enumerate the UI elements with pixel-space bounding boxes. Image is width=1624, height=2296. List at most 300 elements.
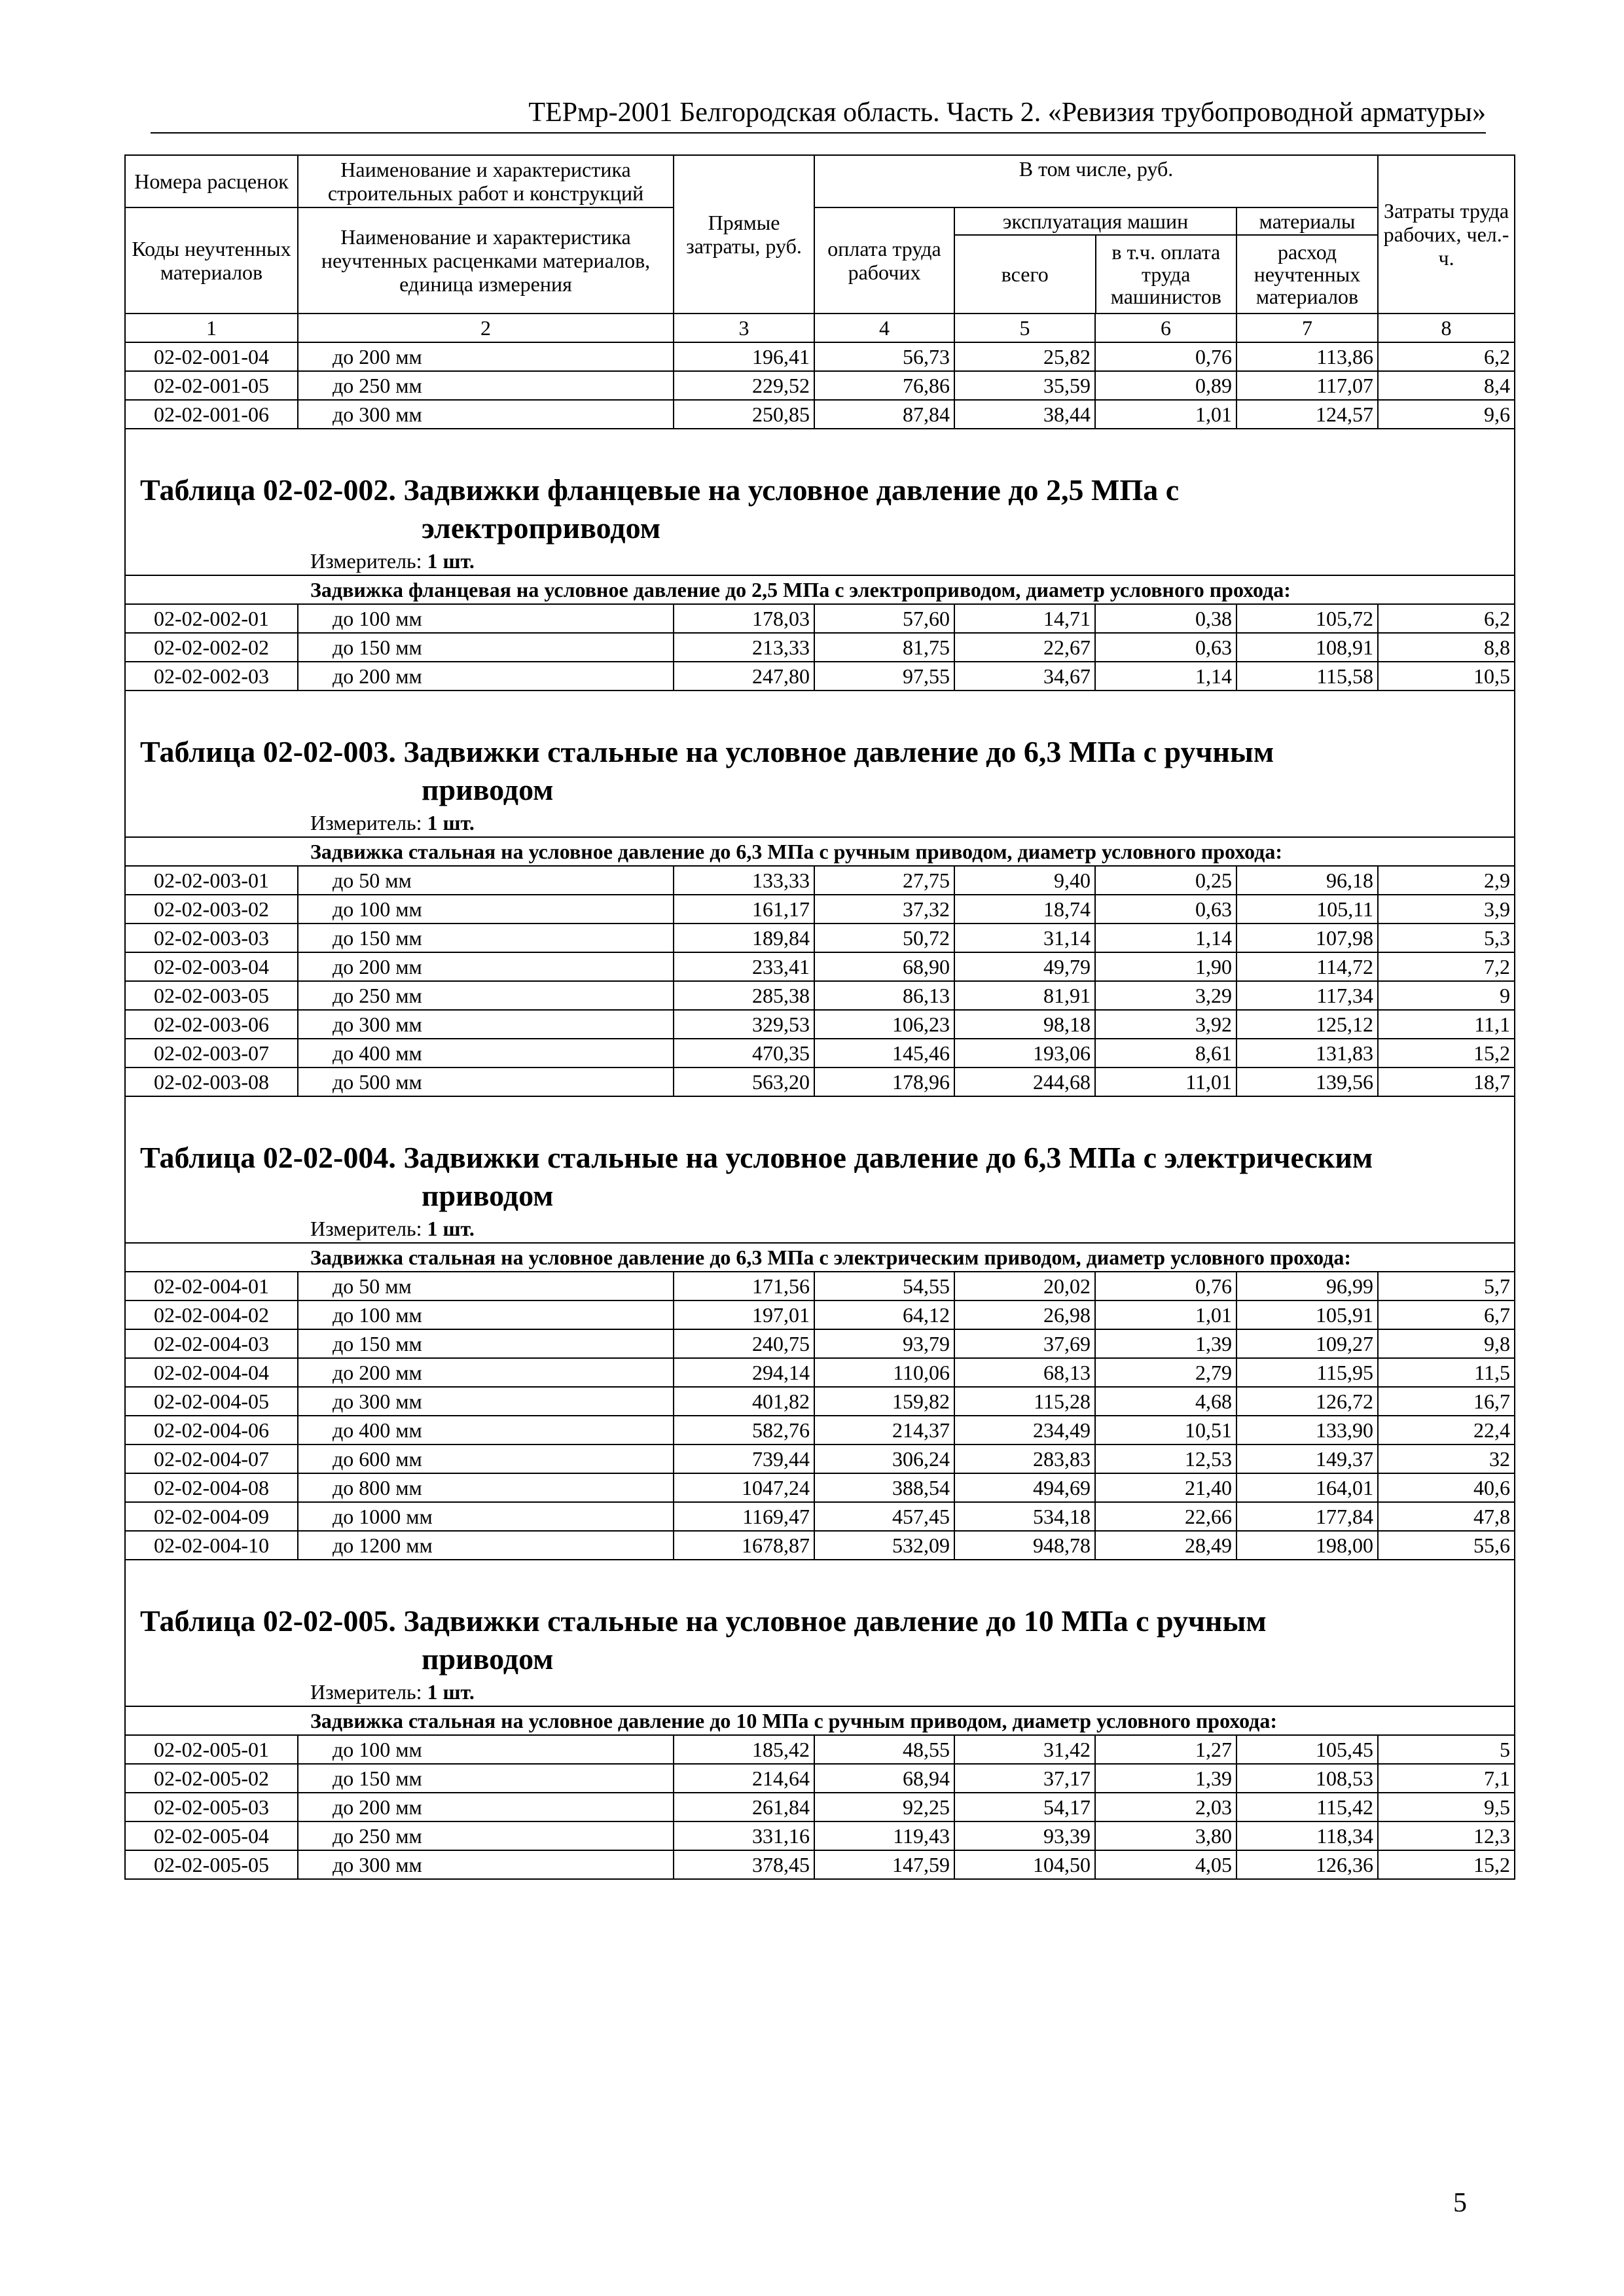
item-name-cell: до 300 мм <box>298 1387 674 1416</box>
operator-pay-cell: 22,66 <box>1095 1502 1236 1531</box>
header-nomera: Номера расценок <box>125 155 298 207</box>
subheader-row <box>125 575 1515 604</box>
table-row <box>125 1358 1515 1387</box>
operator-pay-cell: 3,92 <box>1095 1010 1236 1039</box>
machine-total-cell: 534,18 <box>954 1502 1095 1531</box>
header-ekspl-block <box>954 207 1236 314</box>
operator-pay-cell: 4,05 <box>1095 1850 1236 1879</box>
table-row <box>125 342 1515 371</box>
column-number: 2 <box>298 314 674 342</box>
item-name-cell: до 200 мм <box>298 662 674 691</box>
materials-cell: 115,42 <box>1236 1793 1378 1821</box>
unit-value: 1 шт. <box>427 1217 475 1240</box>
section-title <box>125 691 1515 809</box>
machine-total-cell: 18,74 <box>954 895 1095 924</box>
rate-code-cell: 02-02-004-10 <box>125 1531 298 1560</box>
table-row <box>125 1010 1515 1039</box>
machine-total-cell: 494,69 <box>954 1473 1095 1502</box>
rate-code-cell: 02-02-001-06 <box>125 400 298 429</box>
table-body <box>125 155 1515 1879</box>
materials-cell: 105,11 <box>1236 895 1378 924</box>
labor-hours-cell: 9 <box>1378 981 1515 1010</box>
table-row <box>125 924 1515 952</box>
operator-pay-cell: 1,90 <box>1095 952 1236 981</box>
materials-cell: 139,56 <box>1236 1067 1378 1096</box>
machine-total-cell: 31,42 <box>954 1735 1095 1764</box>
materials-cell: 115,58 <box>1236 662 1378 691</box>
item-name-cell: до 200 мм <box>298 1358 674 1387</box>
materials-cell: 124,57 <box>1236 400 1378 429</box>
subheader-text: Задвижка стальная на условное давление до 10 МПа с ручным приводом, диаметр условного прохода: <box>125 1706 1515 1735</box>
section-title-row <box>125 1560 1515 1678</box>
table-row <box>125 1850 1515 1879</box>
labor-hours-cell: 55,6 <box>1378 1531 1515 1560</box>
labor-hours-cell: 15,2 <box>1378 1850 1515 1879</box>
materials-cell: 108,91 <box>1236 633 1378 662</box>
materials-cell: 118,34 <box>1236 1821 1378 1850</box>
direct-cost-cell: 329,53 <box>674 1010 814 1039</box>
direct-cost-cell: 261,84 <box>674 1793 814 1821</box>
rate-code-cell: 02-02-004-07 <box>125 1444 298 1473</box>
subheader-row <box>125 1706 1515 1735</box>
machine-total-cell: 37,17 <box>954 1764 1095 1793</box>
header-ekspl: эксплуатация машин <box>955 208 1236 236</box>
item-name-cell: до 400 мм <box>298 1416 674 1444</box>
machine-total-cell: 68,13 <box>954 1358 1095 1387</box>
labor-hours-cell: 32 <box>1378 1444 1515 1473</box>
labor-hours-cell: 15,2 <box>1378 1039 1515 1067</box>
labor-pay-cell: 81,75 <box>814 633 954 662</box>
direct-cost-cell: 739,44 <box>674 1444 814 1473</box>
table-row <box>125 1764 1515 1793</box>
rate-code-cell: 02-02-003-05 <box>125 981 298 1010</box>
item-name-cell: до 1200 мм <box>298 1531 674 1560</box>
direct-cost-cell: 161,17 <box>674 895 814 924</box>
column-number: 8 <box>1378 314 1515 342</box>
machine-total-cell: 54,17 <box>954 1793 1095 1821</box>
item-name-cell: до 250 мм <box>298 981 674 1010</box>
machine-total-cell: 34,67 <box>954 662 1095 691</box>
item-name-cell: до 150 мм <box>298 924 674 952</box>
labor-pay-cell: 57,60 <box>814 604 954 633</box>
item-name-cell: до 100 мм <box>298 1735 674 1764</box>
direct-cost-cell: 1169,47 <box>674 1502 814 1531</box>
materials-cell: 177,84 <box>1236 1502 1378 1531</box>
direct-cost-cell: 294,14 <box>674 1358 814 1387</box>
direct-cost-cell: 178,03 <box>674 604 814 633</box>
section-title-line2: приводом <box>422 1179 554 1212</box>
labor-hours-cell: 6,7 <box>1378 1300 1515 1329</box>
table-row <box>125 400 1515 429</box>
materials-cell: 117,34 <box>1236 981 1378 1010</box>
materials-cell: 108,53 <box>1236 1764 1378 1793</box>
header-naim: Наименование и характеристика строительных работ и конструкций <box>298 155 674 207</box>
unit-cell <box>125 809 1515 837</box>
column-number: 5 <box>954 314 1095 342</box>
operator-pay-cell: 0,89 <box>1095 371 1236 400</box>
item-name-cell: до 150 мм <box>298 1764 674 1793</box>
operator-pay-cell: 4,68 <box>1095 1387 1236 1416</box>
unit-label: Измеритель: <box>310 811 422 834</box>
labor-pay-cell: 54,55 <box>814 1272 954 1300</box>
rate-code-cell: 02-02-004-01 <box>125 1272 298 1300</box>
unit-row <box>125 809 1515 837</box>
section-title-row <box>125 691 1515 809</box>
materials-cell: 96,99 <box>1236 1272 1378 1300</box>
labor-hours-cell: 8,8 <box>1378 633 1515 662</box>
materials-cell: 149,37 <box>1236 1444 1378 1473</box>
direct-cost-cell: 331,16 <box>674 1821 814 1850</box>
materials-cell: 115,95 <box>1236 1358 1378 1387</box>
rate-code-cell: 02-02-003-07 <box>125 1039 298 1067</box>
item-name-cell: до 1000 мм <box>298 1502 674 1531</box>
materials-cell: 117,07 <box>1236 371 1378 400</box>
column-number: 1 <box>125 314 298 342</box>
labor-pay-cell: 64,12 <box>814 1300 954 1329</box>
labor-pay-cell: 56,73 <box>814 342 954 371</box>
header-materialy-block <box>1236 207 1378 314</box>
machine-total-cell: 81,91 <box>954 981 1095 1010</box>
rate-code-cell: 02-02-004-09 <box>125 1502 298 1531</box>
section-title-line1: Таблица 02-02-003. Задвижки стальные на условное давление до 6,3 МПа с ручным <box>140 735 1274 768</box>
labor-pay-cell: 159,82 <box>814 1387 954 1416</box>
table-row <box>125 1300 1515 1329</box>
rate-code-cell: 02-02-004-02 <box>125 1300 298 1329</box>
labor-pay-cell: 27,75 <box>814 866 954 895</box>
labor-hours-cell: 9,5 <box>1378 1793 1515 1821</box>
labor-hours-cell: 7,2 <box>1378 952 1515 981</box>
section-title-line2: электроприводом <box>422 511 661 545</box>
unit-cell <box>125 547 1515 575</box>
table-row <box>125 1272 1515 1300</box>
machine-total-cell: 283,83 <box>954 1444 1095 1473</box>
materials-cell: 114,72 <box>1236 952 1378 981</box>
labor-hours-cell: 3,9 <box>1378 895 1515 924</box>
rate-code-cell: 02-02-004-05 <box>125 1387 298 1416</box>
section-title-line2: приводом <box>422 1642 554 1676</box>
header-oplata-truda: оплата труда рабочих <box>814 207 954 314</box>
unit-value: 1 шт. <box>427 549 475 573</box>
machine-total-cell: 14,71 <box>954 604 1095 633</box>
unit-cell <box>125 1678 1515 1706</box>
labor-hours-cell: 47,8 <box>1378 1502 1515 1531</box>
labor-pay-cell: 50,72 <box>814 924 954 952</box>
rate-code-cell: 02-02-003-08 <box>125 1067 298 1096</box>
direct-cost-cell: 582,76 <box>674 1416 814 1444</box>
column-number: 3 <box>674 314 814 342</box>
operator-pay-cell: 1,39 <box>1095 1329 1236 1358</box>
table-row <box>125 1502 1515 1531</box>
labor-hours-cell: 11,1 <box>1378 1010 1515 1039</box>
direct-cost-cell: 229,52 <box>674 371 814 400</box>
rate-code-cell: 02-02-005-05 <box>125 1850 298 1879</box>
operator-pay-cell: 12,53 <box>1095 1444 1236 1473</box>
operator-pay-cell: 0,25 <box>1095 866 1236 895</box>
header-row-1 <box>125 155 1515 207</box>
item-name-cell: до 400 мм <box>298 1039 674 1067</box>
unit-cell <box>125 1215 1515 1243</box>
labor-hours-cell: 6,2 <box>1378 604 1515 633</box>
direct-cost-cell: 185,42 <box>674 1735 814 1764</box>
item-name-cell: до 100 мм <box>298 604 674 633</box>
item-name-cell: до 300 мм <box>298 1010 674 1039</box>
header-raskhod: расход неучтенных материалов <box>1254 240 1361 308</box>
column-number: 7 <box>1236 314 1378 342</box>
operator-pay-cell: 1,14 <box>1095 924 1236 952</box>
operator-pay-cell: 11,01 <box>1095 1067 1236 1096</box>
operator-pay-cell: 0,63 <box>1095 633 1236 662</box>
rate-code-cell: 02-02-005-01 <box>125 1735 298 1764</box>
materials-cell: 105,45 <box>1236 1735 1378 1764</box>
machine-total-cell: 31,14 <box>954 924 1095 952</box>
table-row <box>125 1067 1515 1096</box>
operator-pay-cell: 1,39 <box>1095 1764 1236 1793</box>
section-title-line2: приводом <box>422 773 554 806</box>
item-name-cell: до 800 мм <box>298 1473 674 1502</box>
direct-cost-cell: 189,84 <box>674 924 814 952</box>
direct-cost-cell: 197,01 <box>674 1300 814 1329</box>
materials-cell: 198,00 <box>1236 1531 1378 1560</box>
item-name-cell: до 150 мм <box>298 1329 674 1358</box>
table-row <box>125 1793 1515 1821</box>
labor-pay-cell: 92,25 <box>814 1793 954 1821</box>
materials-cell: 131,83 <box>1236 1039 1378 1067</box>
operator-pay-cell: 0,38 <box>1095 604 1236 633</box>
operator-pay-cell: 1,01 <box>1095 400 1236 429</box>
unit-label: Измеритель: <box>310 549 422 573</box>
table-row <box>125 604 1515 633</box>
machine-total-cell: 115,28 <box>954 1387 1095 1416</box>
operator-pay-cell: 2,79 <box>1095 1358 1236 1387</box>
header-kody: Коды неучтенных материалов <box>125 207 298 314</box>
machine-total-cell: 948,78 <box>954 1531 1095 1560</box>
price-table <box>124 154 1515 1880</box>
labor-hours-cell: 22,4 <box>1378 1416 1515 1444</box>
subheader-row <box>125 837 1515 866</box>
direct-cost-cell: 401,82 <box>674 1387 814 1416</box>
direct-cost-cell: 233,41 <box>674 952 814 981</box>
operator-pay-cell: 8,61 <box>1095 1039 1236 1067</box>
section-title-line1: Таблица 02-02-004. Задвижки стальные на условное давление до 6,3 МПа с электрическим <box>140 1141 1373 1174</box>
unit-label: Измеритель: <box>310 1680 422 1704</box>
direct-cost-cell: 470,35 <box>674 1039 814 1067</box>
rate-code-cell: 02-02-005-03 <box>125 1793 298 1821</box>
machine-total-cell: 20,02 <box>954 1272 1095 1300</box>
materials-cell: 113,86 <box>1236 342 1378 371</box>
column-number: 4 <box>814 314 954 342</box>
materials-cell: 109,27 <box>1236 1329 1378 1358</box>
operator-pay-cell: 10,51 <box>1095 1416 1236 1444</box>
rate-code-cell: 02-02-003-06 <box>125 1010 298 1039</box>
item-name-cell: до 50 мм <box>298 866 674 895</box>
operator-pay-cell: 0,76 <box>1095 1272 1236 1300</box>
item-name-cell: до 200 мм <box>298 342 674 371</box>
rate-code-cell: 02-02-005-02 <box>125 1764 298 1793</box>
section-title <box>125 1096 1515 1215</box>
operator-pay-cell: 3,80 <box>1095 1821 1236 1850</box>
item-name-cell: до 600 мм <box>298 1444 674 1473</box>
item-name-cell: до 250 мм <box>298 371 674 400</box>
materials-cell: 126,72 <box>1236 1387 1378 1416</box>
materials-cell: 107,98 <box>1236 924 1378 952</box>
machine-total-cell: 193,06 <box>954 1039 1095 1067</box>
table-row <box>125 1444 1515 1473</box>
machine-total-cell: 93,39 <box>954 1821 1095 1850</box>
rate-code-cell: 02-02-002-01 <box>125 604 298 633</box>
labor-pay-cell: 87,84 <box>814 400 954 429</box>
rate-code-cell: 02-02-005-04 <box>125 1821 298 1850</box>
rate-code-cell: 02-02-003-01 <box>125 866 298 895</box>
rate-code-cell: 02-02-002-02 <box>125 633 298 662</box>
operator-pay-cell: 21,40 <box>1095 1473 1236 1502</box>
direct-cost-cell: 378,45 <box>674 1850 814 1879</box>
labor-hours-cell: 40,6 <box>1378 1473 1515 1502</box>
header-v-tom-chisle: В том числе, руб. <box>814 155 1378 207</box>
machine-total-cell: 49,79 <box>954 952 1095 981</box>
unit-row <box>125 1678 1515 1706</box>
materials-cell: 96,18 <box>1236 866 1378 895</box>
operator-pay-cell: 1,01 <box>1095 1300 1236 1329</box>
labor-hours-cell: 12,3 <box>1378 1821 1515 1850</box>
operator-pay-cell: 0,63 <box>1095 895 1236 924</box>
labor-pay-cell: 37,32 <box>814 895 954 924</box>
machine-total-cell: 9,40 <box>954 866 1095 895</box>
table-row <box>125 1387 1515 1416</box>
table-row <box>125 895 1515 924</box>
column-number-row <box>125 314 1515 342</box>
rate-code-cell: 02-02-003-03 <box>125 924 298 952</box>
labor-pay-cell: 388,54 <box>814 1473 954 1502</box>
header-materialy: материалы <box>1237 208 1377 236</box>
rate-code-cell: 02-02-002-03 <box>125 662 298 691</box>
header-vtch: в т.ч. оплата труда машинистов <box>1110 240 1221 308</box>
materials-cell: 133,90 <box>1236 1416 1378 1444</box>
machine-total-cell: 22,67 <box>954 633 1095 662</box>
labor-pay-cell: 532,09 <box>814 1531 954 1560</box>
section-title-line1: Таблица 02-02-002. Задвижки фланцевые на условное давление до 2,5 МПа с <box>140 473 1180 507</box>
table-row <box>125 981 1515 1010</box>
item-name-cell: до 100 мм <box>298 1300 674 1329</box>
table-row <box>125 371 1515 400</box>
machine-total-cell: 98,18 <box>954 1010 1095 1039</box>
machine-total-cell: 234,49 <box>954 1416 1095 1444</box>
running-head: ТЕРмр-2001 Белгородская область. Часть 2. «Ревизия трубопроводной арматуры» <box>151 98 1486 134</box>
labor-pay-cell: 119,43 <box>814 1821 954 1850</box>
labor-hours-cell: 2,9 <box>1378 866 1515 895</box>
labor-pay-cell: 68,94 <box>814 1764 954 1793</box>
section-title-line1: Таблица 02-02-005. Задвижки стальные на условное давление до 10 МПа с ручным <box>140 1604 1267 1638</box>
direct-cost-cell: 563,20 <box>674 1067 814 1096</box>
materials-cell: 126,36 <box>1236 1850 1378 1879</box>
operator-pay-cell: 2,03 <box>1095 1793 1236 1821</box>
labor-hours-cell: 8,4 <box>1378 371 1515 400</box>
subheader-text: Задвижка фланцевая на условное давление до 2,5 МПа с электроприводом, диаметр условного прохода: <box>125 575 1515 604</box>
operator-pay-cell: 1,14 <box>1095 662 1236 691</box>
labor-hours-cell: 16,7 <box>1378 1387 1515 1416</box>
labor-pay-cell: 147,59 <box>814 1850 954 1879</box>
labor-hours-cell: 5,3 <box>1378 924 1515 952</box>
table-row <box>125 633 1515 662</box>
machine-total-cell: 244,68 <box>954 1067 1095 1096</box>
machine-total-cell: 104,50 <box>954 1850 1095 1879</box>
labor-hours-cell: 5,7 <box>1378 1272 1515 1300</box>
subheader-row <box>125 1243 1515 1272</box>
direct-cost-cell: 285,38 <box>674 981 814 1010</box>
operator-pay-cell: 3,29 <box>1095 981 1236 1010</box>
operator-pay-cell: 28,49 <box>1095 1531 1236 1560</box>
rate-code-cell: 02-02-003-02 <box>125 895 298 924</box>
table-row <box>125 1473 1515 1502</box>
table-row <box>125 1821 1515 1850</box>
rate-code-cell: 02-02-004-08 <box>125 1473 298 1502</box>
labor-hours-cell: 9,8 <box>1378 1329 1515 1358</box>
header-zatraty-truda: Затраты труда рабочих, чел.-ч. <box>1378 155 1515 314</box>
materials-cell: 125,12 <box>1236 1010 1378 1039</box>
item-name-cell: до 150 мм <box>298 633 674 662</box>
unit-row <box>125 547 1515 575</box>
rate-code-cell: 02-02-004-03 <box>125 1329 298 1358</box>
direct-cost-cell: 247,80 <box>674 662 814 691</box>
machine-total-cell: 38,44 <box>954 400 1095 429</box>
labor-pay-cell: 97,55 <box>814 662 954 691</box>
direct-cost-cell: 240,75 <box>674 1329 814 1358</box>
table-row <box>125 1329 1515 1358</box>
item-name-cell: до 100 мм <box>298 895 674 924</box>
machine-total-cell: 37,69 <box>954 1329 1095 1358</box>
labor-hours-cell: 18,7 <box>1378 1067 1515 1096</box>
labor-pay-cell: 178,96 <box>814 1067 954 1096</box>
labor-pay-cell: 48,55 <box>814 1735 954 1764</box>
page-number: 5 <box>1453 2188 1467 2218</box>
column-number: 6 <box>1095 314 1236 342</box>
section-title-row <box>125 429 1515 547</box>
header-vsego: всего <box>955 236 1096 313</box>
materials-cell: 164,01 <box>1236 1473 1378 1502</box>
item-name-cell: до 250 мм <box>298 1821 674 1850</box>
rate-code-cell: 02-02-003-04 <box>125 952 298 981</box>
labor-pay-cell: 110,06 <box>814 1358 954 1387</box>
unit-label: Измеритель: <box>310 1217 422 1240</box>
item-name-cell: до 50 мм <box>298 1272 674 1300</box>
direct-cost-cell: 1678,87 <box>674 1531 814 1560</box>
operator-pay-cell: 1,27 <box>1095 1735 1236 1764</box>
header-pryamye: Прямые затраты, руб. <box>674 155 814 314</box>
direct-cost-cell: 1047,24 <box>674 1473 814 1502</box>
item-name-cell: до 200 мм <box>298 1793 674 1821</box>
direct-cost-cell: 250,85 <box>674 400 814 429</box>
labor-hours-cell: 9,6 <box>1378 400 1515 429</box>
section-title <box>125 429 1515 547</box>
labor-hours-cell: 11,5 <box>1378 1358 1515 1387</box>
table-row <box>125 1531 1515 1560</box>
rate-code-cell: 02-02-004-06 <box>125 1416 298 1444</box>
item-name-cell: до 300 мм <box>298 1850 674 1879</box>
rate-code-cell: 02-02-001-05 <box>125 371 298 400</box>
table-row <box>125 1735 1515 1764</box>
rate-code-cell: 02-02-004-04 <box>125 1358 298 1387</box>
table-row <box>125 952 1515 981</box>
labor-pay-cell: 457,45 <box>814 1502 954 1531</box>
table-row <box>125 662 1515 691</box>
labor-pay-cell: 76,86 <box>814 371 954 400</box>
unit-row <box>125 1215 1515 1243</box>
operator-pay-cell: 0,76 <box>1095 342 1236 371</box>
materials-cell: 105,91 <box>1236 1300 1378 1329</box>
unit-value: 1 шт. <box>427 811 475 834</box>
labor-pay-cell: 214,37 <box>814 1416 954 1444</box>
labor-pay-cell: 145,46 <box>814 1039 954 1067</box>
labor-hours-cell: 6,2 <box>1378 342 1515 371</box>
